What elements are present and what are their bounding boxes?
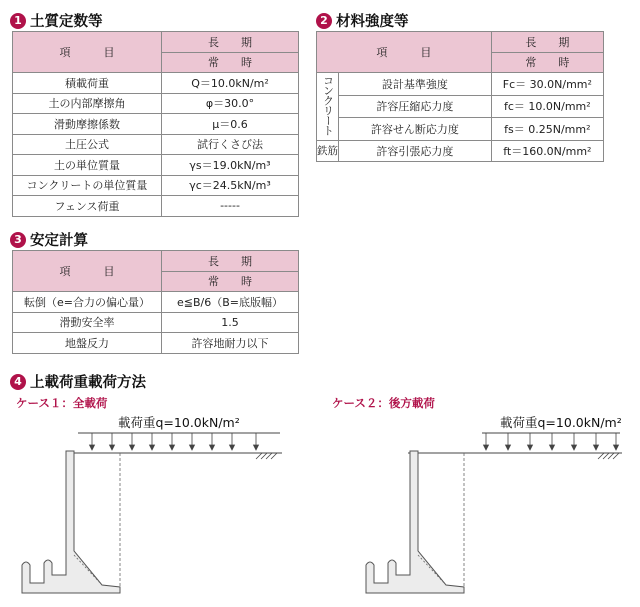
material-strength-table [316,31,604,162]
table-row [13,114,299,135]
header-long-term: 長 期 [162,251,299,272]
stability-table [12,250,299,354]
section-title-text: 材料強度等 [336,14,409,30]
row-value: 試行くさび法 [162,134,299,155]
header-item: 項 目 [13,32,162,73]
retaining-wall [22,451,120,593]
section-title-soil [10,10,103,31]
row-value: γs＝19.0kN/m³ [162,155,299,176]
case1-title: ケース１：全載荷 [16,396,108,410]
row-value: μ＝0.6 [162,114,299,135]
load-arrows [90,433,259,450]
row-label: 設計基準強度 [339,73,492,96]
section-number-badge: 3 [10,232,26,248]
ground-hatch [256,453,277,459]
header-long-term: 長 期 [162,32,299,53]
table-row [13,175,299,196]
row-value: φ＝30.0° [162,93,299,114]
row-label: 許容圧縮応力度 [339,95,492,118]
section-title-text: 上載荷重載荷方法 [30,375,146,391]
table-row [13,196,299,217]
row-label: 滑動摩擦係数 [13,114,162,135]
rebar-group-label: 鉄筋 [317,141,339,162]
ground-hatch [598,453,619,459]
case2-diagram [326,425,626,605]
row-label: 許容せん断応力度 [339,118,492,141]
row-value: e≦B/6（B=底版幅） [162,292,299,313]
table-row [317,95,604,118]
section-number-badge: 1 [10,13,26,29]
section-title-text: 安定計算 [30,233,88,249]
table-row [13,134,299,155]
table-row [13,292,299,313]
table-row [317,73,604,96]
row-label: 土圧公式 [13,134,162,155]
case1-diagram [10,425,310,605]
row-value: fc＝ 10.0N/mm² [491,95,603,118]
table-row [13,155,299,176]
header-item: 項 目 [13,251,162,292]
row-label: フェンス荷重 [13,196,162,217]
case2-load-label: 載荷重q=10.0kN/m² [500,415,622,430]
retaining-wall [366,451,464,593]
row-label: 積載荷重 [13,73,162,94]
soil-constants-table [12,31,299,217]
header-long-term: 長 期 [491,32,603,53]
concrete-group-label [317,73,339,141]
header-ordinary: 常 時 [162,271,299,292]
header-ordinary: 常 時 [491,52,603,73]
row-value: γc＝24.5kN/m³ [162,175,299,196]
table-row [13,333,299,354]
section-number-badge: 2 [316,13,332,29]
row-label: 許容引張応力度 [339,141,492,162]
section-number-badge: 4 [10,374,26,390]
row-label: 転倒（e=合力の偏心量） [13,292,162,313]
row-value: ft＝160.0N/mm² [491,141,603,162]
row-label: 土の単位質量 [13,155,162,176]
row-value: fs＝ 0.25N/mm² [491,118,603,141]
row-value: ----- [162,196,299,217]
row-value: 1.5 [162,312,299,333]
row-value: Q＝10.0kN/m² [162,73,299,94]
row-value: Fc＝ 30.0N/mm² [491,73,603,96]
row-label: 地盤反力 [13,333,162,354]
table-row [317,141,604,162]
table-row [13,312,299,333]
case2-title: ケース２：後方載荷 [332,396,435,410]
header-item: 項 目 [317,32,492,73]
row-label: コンクリートの単位質量 [13,175,162,196]
section-title-stability [10,229,88,250]
concrete-vertical-text: コンクリート [321,75,335,135]
case1-load-label: 載荷重q=10.0kN/m² [118,415,240,430]
header-ordinary: 常 時 [162,52,299,73]
section-title-text: 土質定数等 [30,14,103,30]
table-row [317,118,604,141]
section-title-load-method [10,371,146,392]
section-title-material [316,10,409,31]
row-label: 滑動安全率 [13,312,162,333]
table-row [13,73,299,94]
table-row [13,93,299,114]
row-label: 土の内部摩擦角 [13,93,162,114]
row-value: 許容地耐力以下 [162,333,299,354]
load-arrows [484,433,619,450]
